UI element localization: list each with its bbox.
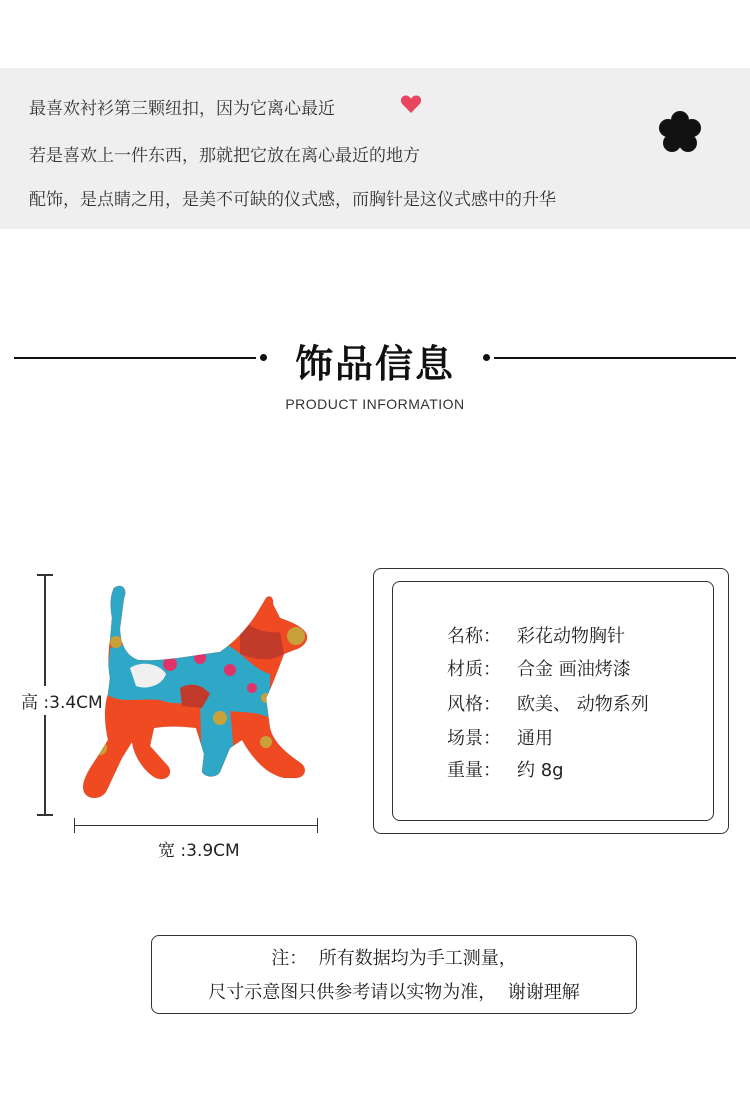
info-value: 彩花动物胸针 (517, 626, 625, 647)
width-label: 宽 :3.9CM (158, 841, 240, 861)
flower-icon (657, 110, 703, 154)
title-dot-right (483, 354, 490, 361)
note-line-2: 尺寸示意图只供参考请以实物为准， 谢谢理解 (208, 982, 580, 1003)
info-label: 风格： (447, 694, 501, 715)
section-title: 饰品信息 (294, 342, 455, 386)
info-row-weight (447, 756, 564, 782)
banner-line-3: 配饰，是点睛之用，是美不可缺的仪式感，而胸针是这仪式感中的升华 (29, 190, 556, 210)
info-label: 场景： (447, 728, 501, 749)
info-value: 通用 (517, 728, 553, 749)
banner-line-2: 若是喜欢上一件东西，那就把它放在离心最近的地方 (29, 146, 420, 166)
width-dimension-cap-right (317, 818, 318, 833)
height-dimension-cap-top (37, 574, 53, 576)
info-row-scene (447, 724, 553, 750)
info-value: 欧美、 动物系列 (517, 694, 649, 715)
info-label: 材质： (447, 659, 501, 680)
width-dimension-line (74, 825, 318, 826)
info-label: 名称： (447, 626, 501, 647)
cat-brooch-image (70, 578, 320, 813)
height-label: 高 :3.4CM (21, 686, 103, 715)
info-value: 合金 画油烤漆 (517, 659, 631, 680)
info-label: 重量： (447, 760, 501, 781)
info-row-material (447, 655, 631, 681)
banner-line-1: 最喜欢衬衫第三颗纽扣，因为它离心最近 (29, 99, 335, 119)
height-dimension-cap-bottom (37, 814, 53, 816)
info-row-style (447, 690, 649, 716)
info-value: 约 8g (517, 760, 564, 781)
info-row-name (447, 622, 625, 648)
width-dimension-cap-left (74, 818, 75, 833)
heart-icon (400, 94, 422, 114)
section-subtitle: PRODUCT INFORMATION (285, 396, 465, 412)
note-line-1: 注： 所有数据均为手工测量， (271, 948, 517, 969)
title-rule-right (494, 357, 736, 359)
